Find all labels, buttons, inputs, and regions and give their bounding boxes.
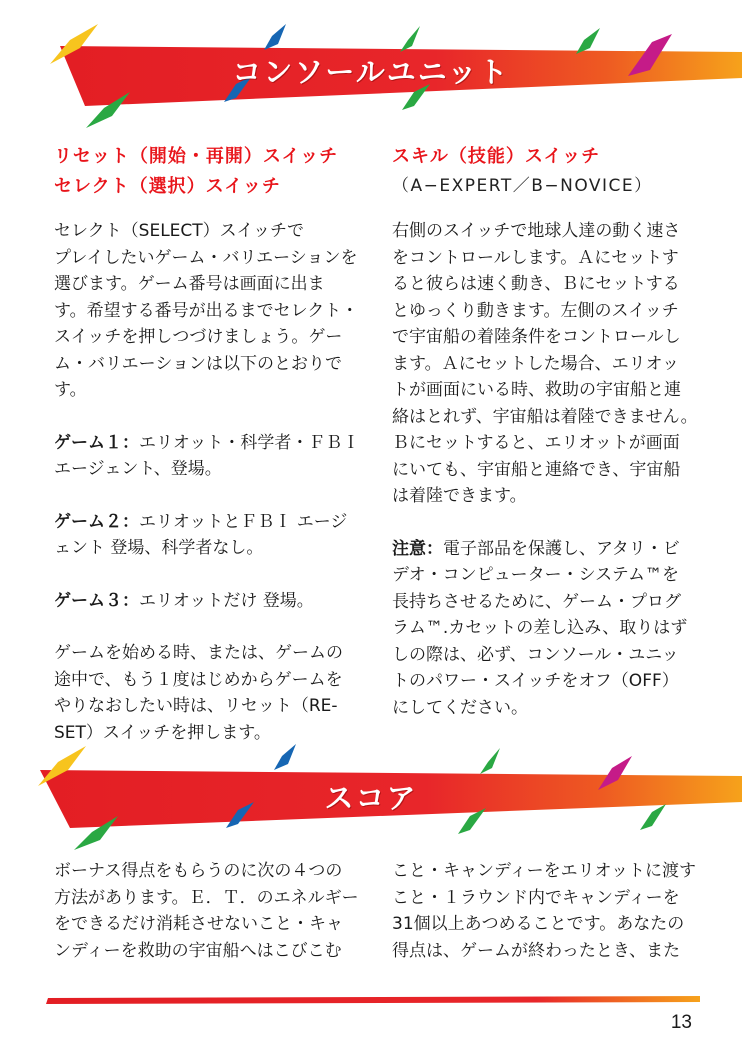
blue-accent [274,744,296,770]
body-line: 31個以上あつめることです。あなたの [392,914,685,934]
body-line: ラム™.カセットの差し込み、取りはず [392,618,688,638]
banner-title: コンソールユニット [232,55,510,89]
banner-title: スコア [324,781,418,815]
caution-note [392,536,710,563]
right-column [392,142,710,721]
body-line: 方法があります。Ｅ．Ｔ．のエネルギー [54,887,359,908]
page-number: 13 [670,1012,692,1033]
body-line: 長持ちさせるために、ゲーム・プログ [392,591,681,612]
right-column [392,858,710,964]
body-line: 途中で、もう１度はじめからゲームを [54,669,343,690]
note-text: 電子部品を保護し、アタリ・ビ [443,538,680,559]
left-column [54,142,372,746]
body-line: スイッチを押しつづけましょう。ゲー [54,327,343,347]
green-accent [480,748,500,774]
section-heading: リセット（開始・再開）スイッチ [54,146,339,167]
green-accent [400,26,420,52]
section-heading: スキル（技能）スイッチ [392,146,601,167]
body-line: 右側のスイッチで地球人達の動く速さ [392,221,681,241]
body-line: トのパワー・スイッチをオフ（OFF） [392,671,679,691]
game-label: ゲーム３： [54,590,139,611]
bottom-rule [0,992,742,1012]
body-line: ム・バリエーションは以下のとおりです。 [54,353,342,400]
body-line: をコントロールします。Ａにセットす [392,247,679,268]
game-text: エリオット・科学者・ＦＢＩ [139,432,360,453]
game-label: ゲーム１： [54,432,139,453]
body-line: は着陸できます。 [392,486,527,506]
body-line: ます。Ａにセットした場合、エリオッ [392,353,679,374]
body-line: こと・１ラウンド内でキャンディーを [392,887,680,908]
section-subheading: （A−EXPERT／B−NOVICE） [392,176,653,196]
body-line: エージェント、登場。 [54,459,222,479]
body-line: ェント 登場、科学者なし。 [54,538,264,558]
game-label: ゲーム２： [54,511,139,532]
body-line: 選びます。ゲーム番号は画面に出ま [54,274,325,294]
body-line: にしてください。 [392,697,528,718]
body-line: こと・キャンディーをエリオットに渡す [392,861,696,881]
body-line: ると彼らは速く動き、Ｂにセットする [392,274,680,294]
section-banner-score [0,740,742,850]
body-line: デオ・コンピューター・システム™を [392,565,679,585]
body-line: にいても、宇宙船と連絡でき、宇宙船 [392,459,681,480]
note-label: 注意： [392,538,443,559]
body-line: しの際は、必ず、コンソール・ユニッ [392,644,679,665]
body-line: プレイしたいゲーム・バリエーションを [54,247,358,268]
game-text: エリオットだけ 登場。 [139,590,314,611]
body-line: をできるだけ消耗させないこと・キャ [54,914,343,934]
body-line: ゲームを始める時、または、ゲームの [54,643,343,663]
body-line: 得点は、ゲームが終わったとき、また [392,940,681,961]
body-line: で宇宙船の着陸条件をコントロールし [392,327,681,347]
body-line: セレクト（SELECT）スイッチで [54,221,304,241]
body-line: トが画面にいる時、救助の宇宙船と連 [392,380,681,400]
body-line: SET）スイッチを押します。 [54,722,271,743]
body-line: Ｂにセットすると、エリオットが画面 [392,433,680,453]
game-variation-1 [54,430,372,457]
body-line: す。希望する番号が出るまでセレクト・ [54,300,359,321]
section-banner-console [0,20,742,130]
body-line: ボーナス得点をもらうのに次の４つの [54,861,343,881]
game-variation-2 [54,509,372,536]
left-column [54,858,372,964]
blue-accent [264,24,286,50]
game-text: エリオットとＦＢＩ エージ [139,511,348,532]
game-variation-3 [54,588,372,615]
section-heading: セレクト（選択）スイッチ [54,176,281,197]
body-line: ンディーを救助の宇宙船へはこびこむ [54,940,342,961]
body-line: 絡はとれず、宇宙船は着陸できません。 [392,406,698,427]
body-line: とゆっくり動きます。左側のスイッチ [392,300,679,321]
body-line: やりなおしたい時は、リセット（RE- [54,696,338,716]
